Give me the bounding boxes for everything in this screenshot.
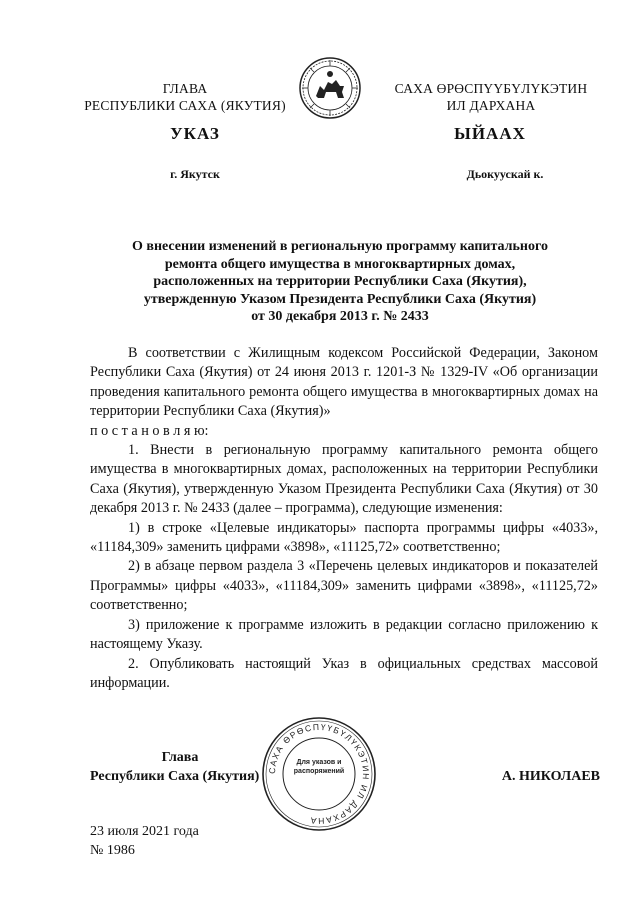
- document-footer: [90, 822, 290, 860]
- header-left-line1: ГЛАВА: [162, 81, 208, 96]
- document-date: 23 июля 2021 года: [90, 824, 199, 839]
- document-number: № 1986: [90, 843, 135, 858]
- official-stamp: [260, 715, 378, 833]
- header-right-line1: САХА ӨРӨСПҮҮБҮЛҮКЭТИН: [394, 81, 588, 96]
- signatory-position-line1: Глава: [161, 750, 199, 765]
- stamp-center-text: Для указов и распоряжений: [293, 759, 345, 775]
- city-left: г. Якутск: [170, 167, 220, 181]
- item-1: 1. Внести в региональную программу капитального ремонта общего имущества в многоквартирных домах, расположенных на территории Республики Саха (Якутия), утвержденную Указом Президента Республики Саха (Якутия) от 30 декабря 2013 г. № 2433 (далее – программа), следующие изменения:: [90, 442, 598, 517]
- header-right-line2: ИЛ ДАРХАНА: [446, 98, 536, 113]
- signatory-position-line2: Республики Саха (Якутия): [90, 769, 260, 784]
- subject-line: расположенных на территории Республики Саха (Якутия),: [153, 274, 527, 289]
- preamble-paragraph: В соответствии с Жилищным кодексом Российской Федерации, Законом Республики Саха (Якутия) от 24 июня 2013 г. 1201-З № 1329-IV «Об организации проведения капитального ремонта общего имущества в многоквартирных домах на территории Республики Саха (Якутия)»: [90, 345, 598, 420]
- title-left: УКАЗ: [170, 124, 220, 143]
- subject-line: О внесении изменений в региональную программу капитального: [132, 239, 548, 254]
- signatory-name: А. НИКОЛАЕВ: [501, 769, 600, 784]
- title-right: ЫЙААХ: [454, 124, 526, 143]
- item-2: 2. Опубликовать настоящий Указ в официальных средствах массовой информации.: [90, 655, 598, 691]
- stamp-ring-text: САХА ӨРӨСПҮҮБҮЛҮКЭТИН ИЛ ДАРХАНА: [266, 721, 372, 827]
- header-left: [70, 80, 300, 114]
- item-1-3: 3) приложение к программе изложить в редакции согласно приложению к настоящему Указу.: [90, 616, 598, 653]
- document-body: [90, 344, 598, 693]
- subject-line: утвержденную Указом Президента Республики Саха (Якутия): [143, 291, 537, 307]
- subject-line: ремонта общего имущества в многоквартирных домах,: [164, 256, 516, 272]
- city-right: Дьокуускай к.: [466, 167, 544, 181]
- item-1-2: 2) в абзаце первом раздела 3 «Перечень целевых индикаторов и показателей Программы» цифры «4033», «11184,309» заменить цифрами «3898», «11125,72» соответственно;: [90, 558, 598, 614]
- header-left-line2: РЕСПУБЛИКИ САХА (ЯКУТИЯ): [84, 98, 286, 113]
- signatory-position: [90, 748, 270, 786]
- item-1-1: 1) в строке «Целевые индикаторы» паспорта программы цифры «4033», «11184,309» заменить цифрами «3898», «11125,72» соответственно;: [90, 519, 598, 556]
- subject-line: от 30 декабря 2013 г. № 2433: [251, 309, 429, 324]
- coat-of-arms-emblem: [298, 56, 362, 120]
- decree-word: п о с т а н о в л я ю:: [90, 422, 209, 439]
- document-subject: [90, 238, 590, 326]
- header-right: [366, 80, 616, 114]
